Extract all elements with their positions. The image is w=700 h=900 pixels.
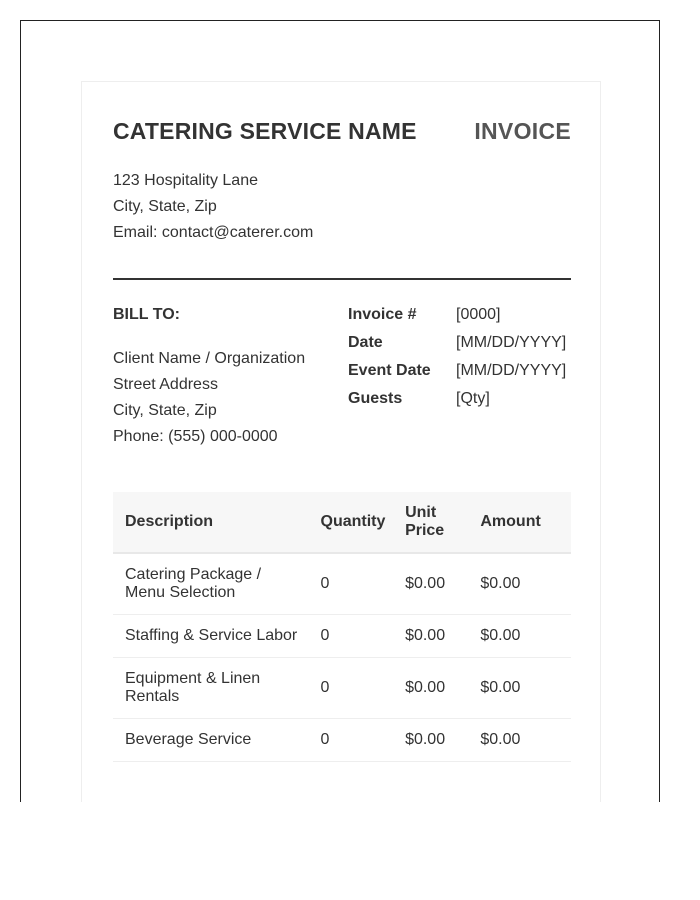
- column-header-amount: Amount: [468, 492, 571, 553]
- cell-quantity: 0: [309, 719, 394, 762]
- meta-row-event-date: [348, 360, 571, 388]
- unit-price-header-text: Unit Price: [405, 504, 445, 539]
- column-header-unit-price: [393, 492, 468, 553]
- table-row: [113, 658, 571, 719]
- client-phone: Phone: (555) 000-0000: [113, 428, 278, 445]
- table-row: [113, 553, 571, 615]
- description-text: Catering Package / Menu Selection: [125, 566, 262, 601]
- cell-amount: $0.00: [468, 719, 571, 762]
- bill-to-label: BILL TO:: [113, 306, 180, 323]
- column-header-description: Description: [113, 492, 309, 553]
- line-items-table: [113, 492, 571, 762]
- meta-label: Event Date: [348, 362, 431, 379]
- address-line: 123 Hospitality Lane: [113, 172, 258, 189]
- email-line: Email: contact@caterer.com: [113, 224, 314, 241]
- bill-to-details: [113, 346, 343, 450]
- header-divider: [113, 278, 571, 280]
- invoice-sheet: [81, 81, 601, 802]
- invoice-header: [113, 118, 571, 148]
- cell-unit-price: $0.00: [393, 658, 468, 719]
- meta-value: [MM/DD/YYYY]: [456, 334, 567, 351]
- cell-amount: $0.00: [468, 615, 571, 658]
- address-line: City, State, Zip: [113, 198, 217, 215]
- table-header-row: [113, 492, 571, 553]
- meta-value: [0000]: [456, 306, 501, 323]
- page-frame: [20, 20, 660, 802]
- cell-description: Staffing & Service Labor: [113, 615, 309, 658]
- cell-unit-price: $0.00: [393, 615, 468, 658]
- invoice-meta: [348, 304, 571, 416]
- meta-value: [Qty]: [456, 390, 490, 407]
- client-city: City, State, Zip: [113, 402, 217, 419]
- cell-description: [113, 658, 309, 719]
- column-header-quantity: Quantity: [309, 492, 394, 553]
- cell-quantity: 0: [309, 658, 394, 719]
- meta-label: Guests: [348, 390, 403, 407]
- meta-row-guests: [348, 388, 571, 416]
- client-street: Street Address: [113, 376, 218, 393]
- table-row: [113, 719, 571, 762]
- bill-to-section: [113, 304, 343, 450]
- table-row: [113, 615, 571, 658]
- meta-label: Invoice #: [348, 306, 417, 323]
- cell-amount: $0.00: [468, 658, 571, 719]
- cell-description: [113, 553, 309, 615]
- client-name: Client Name / Organization: [113, 350, 306, 367]
- cell-unit-price: $0.00: [393, 719, 468, 762]
- cell-amount: $0.00: [468, 553, 571, 615]
- cell-quantity: 0: [309, 615, 394, 658]
- meta-row-date: [348, 332, 571, 360]
- company-address: [113, 168, 313, 246]
- meta-value: [MM/DD/YYYY]: [456, 362, 567, 379]
- cell-quantity: 0: [309, 553, 394, 615]
- description-text: Equipment & Linen Rentals: [125, 670, 261, 705]
- meta-label: Date: [348, 334, 383, 351]
- cell-unit-price: $0.00: [393, 553, 468, 615]
- cell-description: Beverage Service: [113, 719, 309, 762]
- meta-row-invoice-number: [348, 304, 571, 332]
- invoice-title: INVOICE: [474, 118, 571, 144]
- company-name: CATERING SERVICE NAME: [113, 118, 417, 144]
